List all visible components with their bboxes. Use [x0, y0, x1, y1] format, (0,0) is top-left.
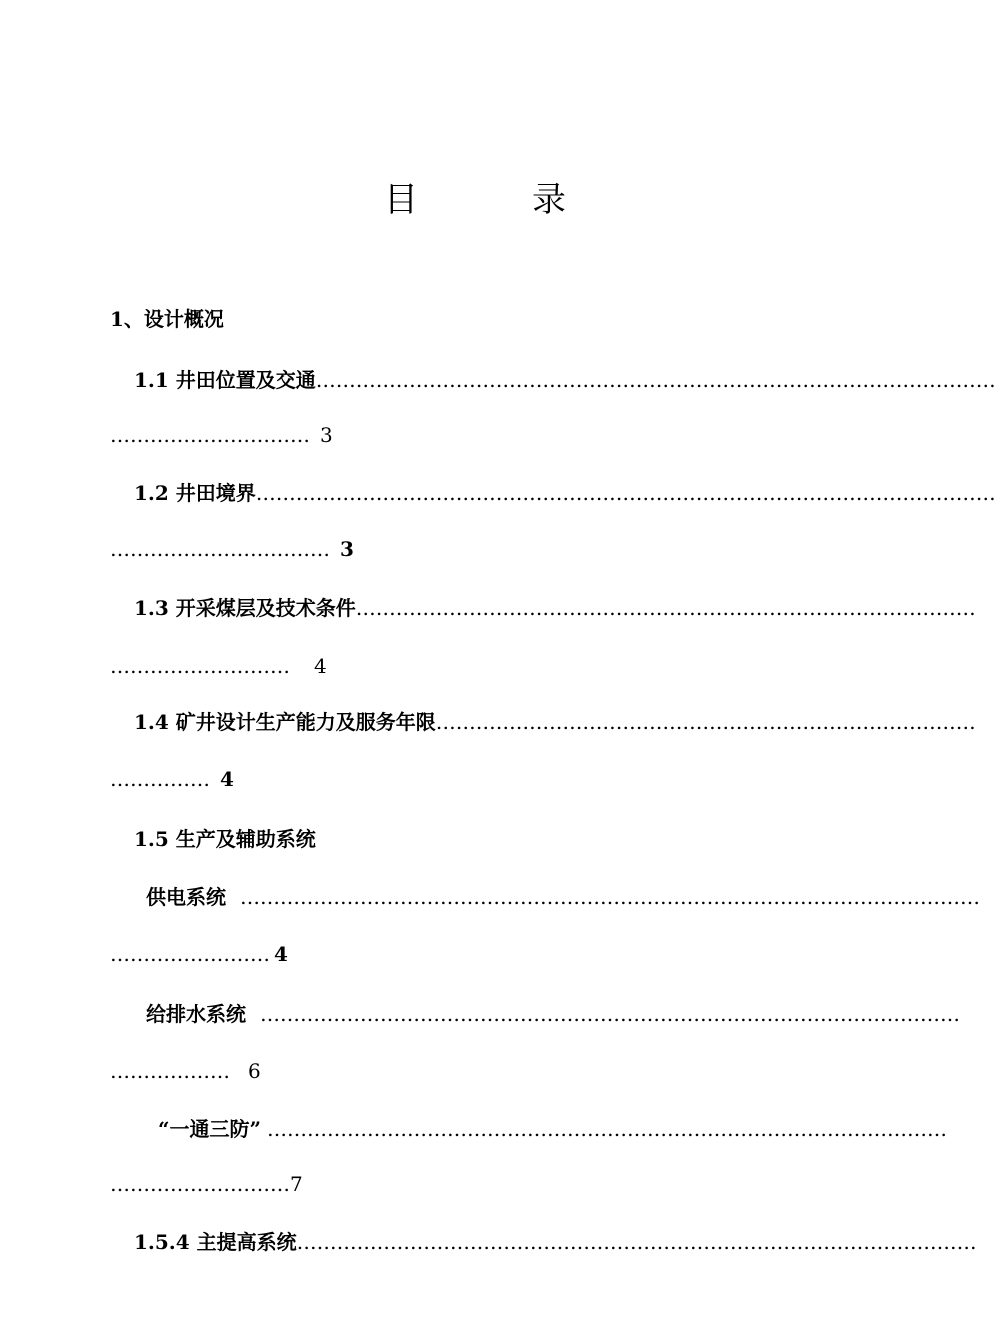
toc-entry[interactable] [110, 708, 976, 736]
toc-entry-label: 1.1 井田位置及交通 [134, 368, 316, 392]
toc-leader-dots: ………………………………………………………………………………………… [296, 1230, 977, 1254]
toc-leader-dots: …………… [110, 767, 210, 791]
toc-leader-dots: ………………………… [110, 423, 310, 447]
toc-page-number: 4 [220, 767, 234, 791]
toc-entry[interactable] [110, 479, 996, 507]
toc-entry-continuation [110, 1057, 261, 1085]
toc-entry[interactable] [110, 594, 976, 622]
toc-leader-dots: ………………………………………………………………………………………………… [240, 885, 980, 909]
page-title: 目 录 [384, 180, 606, 220]
toc-entry-continuation [110, 1170, 303, 1198]
toc-page-number: 3 [340, 537, 354, 561]
toc-leader-dots: ……………… [110, 1059, 230, 1083]
toc-entry[interactable] [110, 825, 852, 853]
toc-page-number: 4 [314, 654, 327, 678]
toc-leader-dots: …………………………… [110, 537, 330, 561]
toc-entry-label: 给排水系统 [146, 1002, 246, 1026]
toc-entry-label: “一通三防” [158, 1117, 262, 1141]
toc-page-number: 3 [320, 423, 333, 447]
toc-page-number: 7 [290, 1172, 303, 1196]
toc-entry-continuation [110, 421, 333, 449]
toc-leader-dots: ……………………… [110, 654, 290, 678]
toc-entry[interactable] [110, 1115, 948, 1143]
toc-entry-continuation [110, 940, 288, 968]
toc-leader-dots: ………………………………………………………………………………………………… [255, 481, 996, 505]
toc-leader-dots: ……………………… [110, 1172, 290, 1196]
toc-page-number: 6 [248, 1059, 261, 1083]
toc-page-number: 4 [274, 942, 288, 966]
toc-entry-label: 1.5.4 主提高系统 [134, 1230, 297, 1254]
toc-entry[interactable] [110, 883, 980, 911]
toc-entry[interactable] [110, 1000, 960, 1028]
toc-entry-continuation [110, 765, 234, 793]
toc-leader-dots: …………………… [110, 942, 270, 966]
toc-leader-dots: ……………………………………………………………………… [435, 710, 976, 734]
toc-leader-dots: ………………………………………………………………………………… [355, 596, 976, 620]
toc-entry[interactable] [110, 1228, 977, 1256]
toc-entry-continuation [110, 535, 354, 563]
toc-entry[interactable] [110, 366, 996, 394]
toc-entry-label: 1.3 开采煤层及技术条件 [134, 596, 356, 620]
toc-entry-label: 1.2 井田境界 [134, 481, 256, 505]
toc-leader-dots: ………………………………………………………………………………………… [267, 1117, 948, 1141]
toc-entry-label: 1.5 生产及辅助系统 [134, 827, 316, 851]
toc-leader-dots: …………………………………………………………………………………………… [260, 1002, 960, 1026]
toc-entry-label: 1.4 矿井设计生产能力及服务年限 [134, 710, 436, 734]
toc-leader-dots: ………………………………………………………………………………………… [315, 368, 996, 392]
section-heading-label: 1、设计概况 [110, 307, 224, 331]
section-heading [110, 305, 852, 333]
toc-entry-label: 供电系统 [146, 885, 226, 909]
toc-entry-continuation [110, 652, 327, 680]
